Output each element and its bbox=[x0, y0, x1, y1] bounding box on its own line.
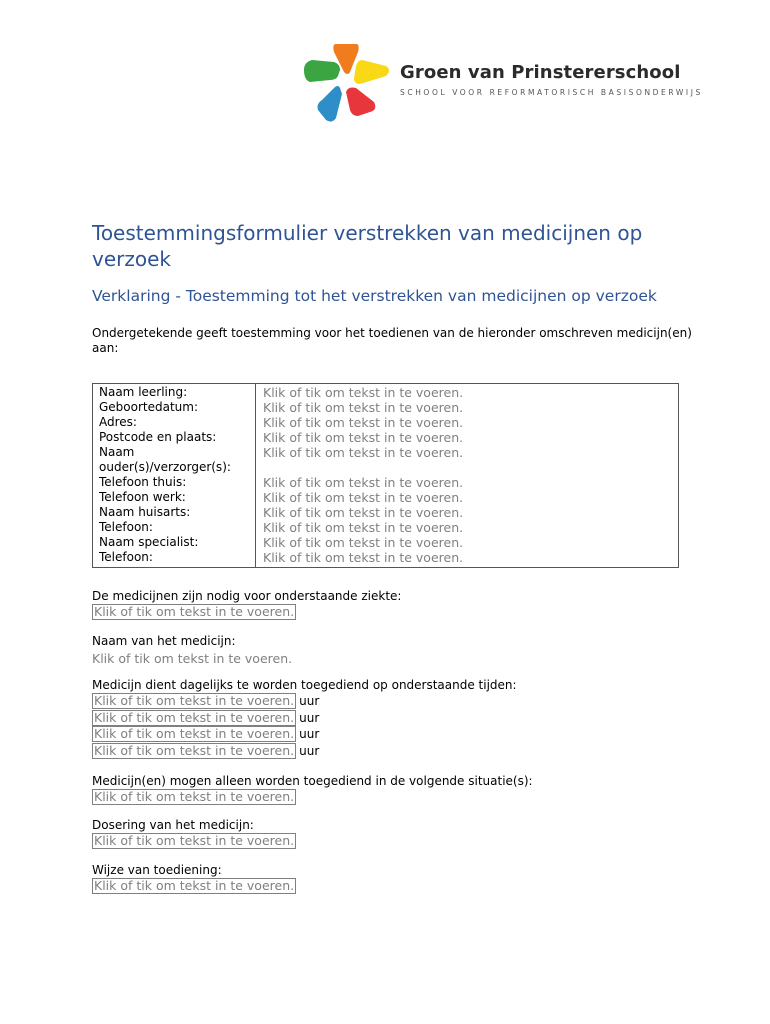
intro-line-2: aan: bbox=[92, 340, 119, 355]
field-input[interactable]: Klik of tik om tekst in te voeren. bbox=[263, 415, 464, 430]
table-row bbox=[93, 384, 679, 401]
table-row bbox=[93, 415, 679, 430]
school-logo bbox=[300, 40, 703, 130]
uur-label: uur bbox=[299, 694, 320, 708]
tijd-input-2[interactable]: Klik of tik om tekst in te voeren. bbox=[94, 709, 295, 725]
field-input[interactable]: Klik of tik om tekst in te voeren. bbox=[263, 490, 464, 505]
section-tijden bbox=[92, 678, 517, 759]
uur-label: uur bbox=[299, 710, 320, 725]
table-row bbox=[93, 445, 679, 475]
tijd-input-1[interactable]: Klik of tik om tekst in te voeren. bbox=[94, 693, 295, 708]
school-name: Groen van Prinstererschool bbox=[400, 62, 681, 83]
tijd-input-4[interactable]: Klik of tik om tekst in te voeren. bbox=[94, 742, 295, 758]
field-input[interactable]: Klik of tik om tekst in te voeren. bbox=[263, 430, 464, 445]
dosering-input[interactable]: Klik of tik om tekst in te voeren. bbox=[94, 833, 295, 848]
wijze-label: Wijze van toediening: bbox=[92, 863, 222, 877]
field-label: Postcode en plaats: bbox=[93, 430, 256, 445]
ziekte-input[interactable]: Klik of tik om tekst in te voeren. bbox=[94, 604, 295, 619]
field-input[interactable]: Klik of tik om tekst in te voeren. bbox=[263, 475, 464, 490]
field-input[interactable]: Klik of tik om tekst in te voeren. bbox=[263, 550, 464, 565]
section-subtitle: Verklaring - Toestemming tot het verstrekken van medicijnen op verzoek bbox=[92, 287, 657, 305]
field-label: Telefoon: bbox=[93, 550, 256, 568]
table-row bbox=[93, 490, 679, 505]
section-medicijn bbox=[92, 634, 292, 666]
uur-label: uur bbox=[299, 727, 320, 741]
field-label: Naam leerling: bbox=[93, 384, 256, 401]
field-input[interactable]: Klik of tik om tekst in te voeren. bbox=[263, 505, 464, 520]
page-title: Toestemmingsformulier verstrekken van medicijnen op verzoek bbox=[92, 221, 643, 271]
situatie-label: Medicijn(en) mogen alleen worden toegediend in de volgende situatie(s): bbox=[92, 774, 533, 788]
flower-logo-icon bbox=[300, 40, 395, 130]
field-label: Telefoon thuis: bbox=[93, 475, 256, 490]
table-row bbox=[93, 400, 679, 415]
tijd-row bbox=[92, 743, 517, 760]
uur-label: uur bbox=[299, 743, 320, 758]
table-row bbox=[93, 505, 679, 520]
dosering-label: Dosering van het medicijn: bbox=[92, 818, 254, 832]
intro-line-1: Ondergetekende geeft toestemming voor het toedienen van de hieronder omschreven medicijn(en) bbox=[92, 326, 692, 340]
table-row bbox=[93, 550, 679, 568]
field-input[interactable]: Klik of tik om tekst in te voeren. bbox=[263, 520, 464, 535]
section-wijze bbox=[92, 863, 296, 894]
table-row bbox=[93, 430, 679, 445]
intro-text bbox=[92, 326, 692, 355]
tijd-input-3[interactable]: Klik of tik om tekst in te voeren. bbox=[94, 726, 295, 741]
tijd-row bbox=[92, 710, 517, 727]
medicijn-input[interactable]: Klik of tik om tekst in te voeren. bbox=[92, 651, 293, 666]
student-info-table bbox=[92, 383, 679, 568]
field-label: Geboortedatum: bbox=[93, 400, 256, 415]
medicijn-label: Naam van het medicijn: bbox=[92, 634, 236, 648]
tijd-row bbox=[92, 726, 517, 743]
school-subtitle: SCHOOL VOOR REFORMATORISCH BASISONDERWIJS bbox=[400, 88, 703, 97]
ziekte-label: De medicijnen zijn nodig voor onderstaande ziekte: bbox=[92, 589, 402, 603]
tijden-label: Medicijn dient dagelijks te worden toegediend op onderstaande tijden: bbox=[92, 678, 517, 692]
table-row bbox=[93, 475, 679, 490]
field-input[interactable]: Klik of tik om tekst in te voeren. bbox=[263, 400, 464, 415]
wijze-input[interactable]: Klik of tik om tekst in te voeren. bbox=[94, 878, 295, 893]
field-input[interactable]: Klik of tik om tekst in te voeren. bbox=[263, 535, 464, 550]
section-dosering bbox=[92, 818, 296, 849]
field-label: Telefoon werk: bbox=[93, 490, 256, 505]
tijd-row bbox=[92, 693, 517, 710]
field-label: Adres: bbox=[93, 415, 256, 430]
table-row bbox=[93, 520, 679, 535]
situatie-input[interactable]: Klik of tik om tekst in te voeren. bbox=[94, 789, 295, 804]
field-label: Naam huisarts: bbox=[93, 505, 256, 520]
field-label: Telefoon: bbox=[93, 520, 256, 535]
field-label: Naam specialist: bbox=[93, 535, 256, 550]
section-ziekte bbox=[92, 589, 401, 620]
table-row bbox=[93, 535, 679, 550]
field-input[interactable]: Klik of tik om tekst in te voeren. bbox=[263, 385, 464, 400]
field-input[interactable]: Klik of tik om tekst in te voeren. bbox=[263, 445, 464, 460]
section-situatie bbox=[92, 774, 533, 805]
field-label: Naam ouder(s)/verzorger(s): bbox=[93, 445, 256, 475]
